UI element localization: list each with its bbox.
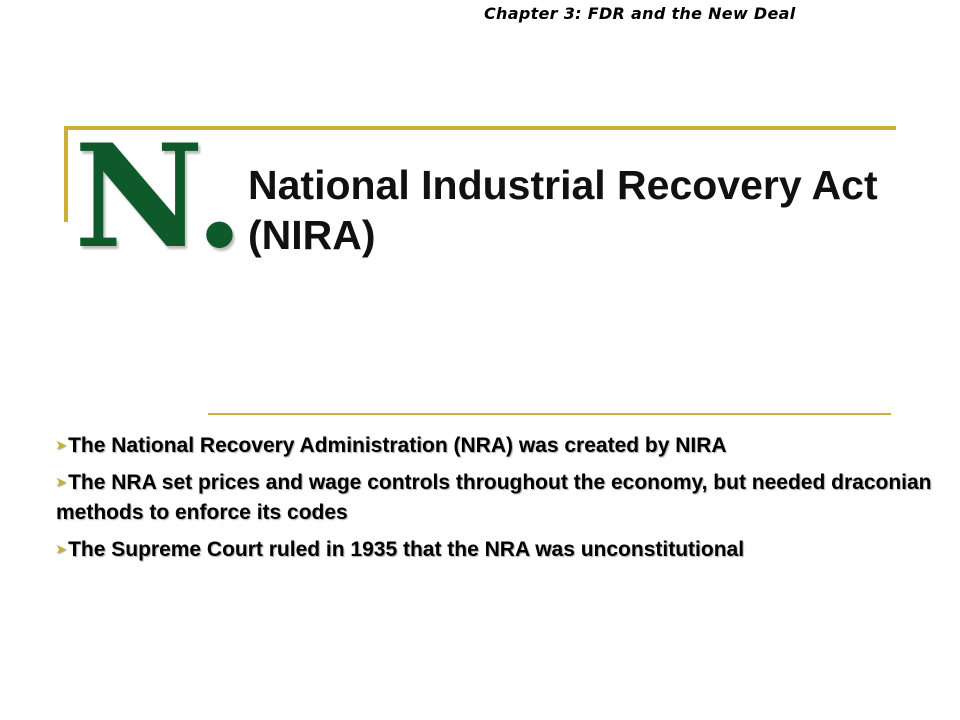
bullet-item bbox=[56, 467, 936, 528]
bullet-text: The National Recovery Administration (NRA) was created by NIRA bbox=[68, 434, 727, 457]
arrow-bullet-icon: ➤ bbox=[56, 542, 67, 556]
bullet-text: The NRA set prices and wage controls throughout the economy, but needed draconian methods to enforce its codes bbox=[56, 471, 932, 524]
bullet-text: The Supreme Court ruled in 1935 that the NRA was unconstitutional bbox=[68, 538, 745, 561]
bullet-list bbox=[56, 430, 936, 571]
section-letter: N. bbox=[74, 114, 245, 280]
slide-title: National Industrial Recovery Act (NIRA) bbox=[248, 162, 878, 258]
top-vertical-rule bbox=[64, 126, 68, 222]
bullet-item bbox=[56, 534, 936, 565]
title-underline-rule bbox=[208, 413, 891, 415]
chapter-header: Chapter 3: FDR and the New Deal bbox=[484, 4, 796, 23]
arrow-bullet-icon: ➤ bbox=[56, 475, 67, 489]
bullet-item bbox=[56, 430, 936, 461]
arrow-bullet-icon: ➤ bbox=[56, 438, 67, 452]
